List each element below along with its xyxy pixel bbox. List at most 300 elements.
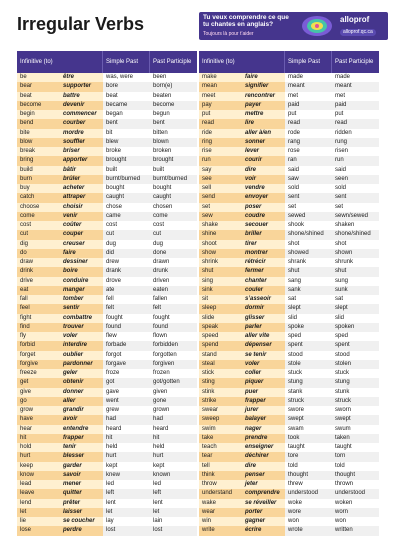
verb-past-participle: sat [332, 295, 379, 304]
verb-past-participle: cost [150, 221, 197, 230]
verb-past-participle: lost [150, 526, 197, 535]
verb-simple-past: got [103, 378, 150, 387]
verb-french: geler [60, 369, 103, 378]
verb-simple-past: broke [103, 147, 150, 156]
verb-simple-past: ran [285, 156, 332, 165]
verb-english: fly [17, 332, 60, 341]
verb-simple-past: was, were [103, 73, 150, 82]
verb-past-participle: driven [150, 277, 197, 286]
verb-simple-past: led [103, 480, 150, 489]
verb-simple-past: woke [285, 499, 332, 508]
verb-english: bear [17, 82, 60, 91]
verb-simple-past: showed [285, 249, 332, 258]
verb-past-participle: heard [150, 425, 197, 434]
verb-simple-past: built [103, 166, 150, 175]
verb-simple-past: drew [103, 258, 150, 267]
verb-past-participle: grown [150, 406, 197, 415]
verb-french: porter [242, 508, 285, 517]
verb-french: dormir [242, 304, 285, 313]
verb-simple-past: shook [285, 221, 332, 230]
table-row [17, 351, 197, 360]
verb-english: throw [199, 480, 242, 489]
verb-french: coller [242, 369, 285, 378]
verb-french: penser [242, 471, 285, 480]
table-row [199, 193, 379, 202]
verb-english: drink [17, 267, 60, 276]
verb-simple-past: said [285, 166, 332, 175]
table-row [17, 129, 197, 138]
verb-english: tell [199, 462, 242, 471]
verb-french: prendre [242, 434, 285, 443]
verb-english: wake [199, 499, 242, 508]
verb-past-participle: stunk [332, 388, 379, 397]
verb-french: combattre [60, 314, 103, 323]
table-row [199, 341, 379, 350]
verb-simple-past: met [285, 92, 332, 101]
table-row [17, 249, 197, 258]
verb-french: briser [60, 147, 103, 156]
verb-simple-past: rode [285, 129, 332, 138]
verb-english: feel [17, 304, 60, 313]
verb-english: pay [199, 101, 242, 110]
verb-english: leave [17, 489, 60, 498]
verb-past-participle: stung [332, 378, 379, 387]
verb-past-participle: flown [150, 332, 197, 341]
verb-french: bâtir [60, 166, 103, 175]
verb-french: s’asseoir [242, 295, 285, 304]
verb-french: secouer [242, 221, 285, 230]
header-past-participle: Past Participle [153, 58, 192, 65]
alloprof-site-link[interactable]: alloprof.qc.ca [340, 29, 376, 36]
verb-french: acheter [60, 184, 103, 193]
verb-past-participle: blown [150, 138, 197, 147]
verb-simple-past: shut [285, 267, 332, 276]
verb-english: get [17, 378, 60, 387]
verb-simple-past: swore [285, 406, 332, 415]
verb-english: shrink [199, 258, 242, 267]
verb-past-participle: lent [150, 499, 197, 508]
alloprof-logo: alloprof [340, 15, 370, 24]
table-row [199, 314, 379, 323]
verb-simple-past: fell [103, 295, 150, 304]
verb-simple-past: hit [103, 434, 150, 443]
verb-french: donner [60, 388, 103, 397]
verb-simple-past: shot [285, 240, 332, 249]
verb-english: break [17, 147, 60, 156]
verb-simple-past: put [285, 110, 332, 119]
table-row [199, 406, 379, 415]
table-row [17, 184, 197, 193]
verb-english: slide [199, 314, 242, 323]
verb-english: draw [17, 258, 60, 267]
verb-past-participle: cut [150, 230, 197, 239]
table-row [199, 129, 379, 138]
verb-english: lead [17, 480, 60, 489]
verb-french: couler [242, 286, 285, 295]
verbs-table-right [199, 51, 379, 536]
verb-english: shoot [199, 240, 242, 249]
verb-french: grandir [60, 406, 103, 415]
verb-past-participle: bitten [150, 129, 197, 138]
verb-past-participle: forbidden [150, 341, 197, 350]
verb-past-participle: understood [332, 489, 379, 498]
table-row [17, 138, 197, 147]
verb-simple-past: spent [285, 341, 332, 350]
table-row [17, 110, 197, 119]
verb-english: hear [17, 425, 60, 434]
table-row [17, 434, 197, 443]
verb-french: poser [242, 203, 285, 212]
verb-simple-past: caught [103, 193, 150, 202]
verb-simple-past: lent [103, 499, 150, 508]
verb-french: choisir [60, 203, 103, 212]
verb-past-participle: ridden [332, 129, 379, 138]
verb-past-participle: sworn [332, 406, 379, 415]
verb-past-participle: thought [332, 471, 379, 480]
table-row [199, 489, 379, 498]
verb-french: déchirer [242, 452, 285, 461]
verb-past-participle: held [150, 443, 197, 452]
verb-past-participle: come [150, 212, 197, 221]
verb-simple-past: stood [285, 351, 332, 360]
verb-english: ring [199, 138, 242, 147]
verb-french: se tenir [242, 351, 285, 360]
table-row [199, 304, 379, 313]
verb-past-participle: spoken [332, 323, 379, 332]
verb-simple-past: slid [285, 314, 332, 323]
verb-english: freeze [17, 369, 60, 378]
verb-simple-past: began [103, 110, 150, 119]
verb-simple-past: read [285, 119, 332, 128]
table-row [17, 415, 197, 424]
verb-english: lose [17, 526, 60, 535]
verb-french: glisser [242, 314, 285, 323]
table-row [17, 295, 197, 304]
verb-french: faire [60, 249, 103, 258]
verb-english: sell [199, 184, 242, 193]
verb-english: rise [199, 147, 242, 156]
table-row [17, 332, 197, 341]
table-row [199, 166, 379, 175]
verb-french: nager [242, 425, 285, 434]
alloprof-ad-banner[interactable] [199, 12, 388, 40]
verb-simple-past: fought [103, 314, 150, 323]
verb-english: fall [17, 295, 60, 304]
verb-french: battre [60, 92, 103, 101]
table-row [199, 517, 379, 526]
verb-past-participle: risen [332, 147, 379, 156]
table-row [17, 267, 197, 276]
verb-english: find [17, 323, 60, 332]
table-row [17, 221, 197, 230]
table-row [199, 156, 379, 165]
verb-simple-past: felt [103, 304, 150, 313]
verb-past-participle: shot [332, 240, 379, 249]
table-row [17, 240, 197, 249]
verb-english: lie [17, 517, 60, 526]
table-row [199, 452, 379, 461]
verb-french: courber [60, 119, 103, 128]
verb-past-participle: bought [150, 184, 197, 193]
verb-french: devenir [60, 101, 103, 110]
verb-english: come [17, 212, 60, 221]
table-row [17, 526, 197, 535]
verb-french: trouver [60, 323, 103, 332]
verb-past-participle: left [150, 489, 197, 498]
verb-past-participle: said [332, 166, 379, 175]
verb-french: avoir [60, 415, 103, 424]
verb-past-participle: become [150, 101, 197, 110]
verb-french: mordre [60, 129, 103, 138]
verb-french: enseigner [242, 443, 285, 452]
table-row [17, 397, 197, 406]
verb-past-participle: seen [332, 175, 379, 184]
verb-past-participle: stuck [332, 369, 379, 378]
verb-french: tomber [60, 295, 103, 304]
table-row [199, 286, 379, 295]
verb-simple-past: saw [285, 175, 332, 184]
verb-english: see [199, 175, 242, 184]
verb-simple-past: rose [285, 147, 332, 156]
table-row [17, 452, 197, 461]
table-body [199, 73, 379, 536]
verb-english: build [17, 166, 60, 175]
verb-simple-past: won [285, 517, 332, 526]
verb-simple-past: stuck [285, 369, 332, 378]
verb-past-participle: built [150, 166, 197, 175]
verb-past-participle: made [332, 73, 379, 82]
verb-french: briller [242, 230, 285, 239]
verb-simple-past: stank [285, 388, 332, 397]
verb-english: make [199, 73, 242, 82]
verb-simple-past: swam [285, 425, 332, 434]
verb-simple-past: let [103, 508, 150, 517]
verb-english: become [17, 101, 60, 110]
verb-simple-past: spoke [285, 323, 332, 332]
table-row [17, 166, 197, 175]
verb-past-participle: forgiven [150, 360, 197, 369]
verb-simple-past: sat [285, 295, 332, 304]
verb-simple-past: sewed [285, 212, 332, 221]
verb-french: envoyer [242, 193, 285, 202]
verb-simple-past: sold [285, 184, 332, 193]
verb-past-participle: struck [332, 397, 379, 406]
verb-simple-past: drove [103, 277, 150, 286]
table-row [17, 314, 197, 323]
verb-french: souffler [60, 138, 103, 147]
verb-past-participle: frozen [150, 369, 197, 378]
verb-past-participle: meant [332, 82, 379, 91]
verb-past-participle: eaten [150, 286, 197, 295]
verb-past-participle: sung [332, 277, 379, 286]
verb-past-participle: born(e) [150, 82, 197, 91]
verb-english: grow [17, 406, 60, 415]
verb-french: brûler [60, 175, 103, 184]
table-row [17, 443, 197, 452]
table-row [199, 73, 379, 82]
verb-english: buy [17, 184, 60, 193]
verb-french: payer [242, 101, 285, 110]
verb-simple-past: rang [285, 138, 332, 147]
verb-english: say [199, 166, 242, 175]
verb-past-participle: sped [332, 332, 379, 341]
table-row [17, 119, 197, 128]
table-row [17, 73, 197, 82]
table-row [199, 240, 379, 249]
verb-past-participle: had [150, 415, 197, 424]
verb-past-participle: rung [332, 138, 379, 147]
verb-past-participle: known [150, 471, 197, 480]
verb-past-participle: told [332, 462, 379, 471]
verb-french: jeter [242, 480, 285, 489]
verb-past-participle: taught [332, 443, 379, 452]
verb-past-participle: been [150, 73, 197, 82]
verb-simple-past: slept [285, 304, 332, 313]
verb-english: give [17, 388, 60, 397]
table-row [17, 304, 197, 313]
verb-past-participle: let [150, 508, 197, 517]
verb-english: keep [17, 462, 60, 471]
verb-simple-past: went [103, 397, 150, 406]
verb-french: se réveiller [242, 499, 285, 508]
verb-french: attraper [60, 193, 103, 202]
table-row [199, 369, 379, 378]
verb-simple-past: came [103, 212, 150, 221]
verb-english: put [199, 110, 242, 119]
verb-past-participle: put [332, 110, 379, 119]
table-row [199, 138, 379, 147]
verb-simple-past: hurt [103, 452, 150, 461]
verb-simple-past: found [103, 323, 150, 332]
header-simple-past: Simple Past [285, 51, 332, 73]
verb-simple-past: bore [103, 82, 150, 91]
verb-english: lend [17, 499, 60, 508]
verb-english: hit [17, 434, 60, 443]
table-row [199, 462, 379, 471]
verb-past-participle: shone/shined [332, 230, 379, 239]
header-infinitive: Infinitive (to) [199, 51, 285, 73]
verb-english: speak [199, 323, 242, 332]
verb-simple-past: cost [103, 221, 150, 230]
verb-simple-past: froze [103, 369, 150, 378]
verb-french: obtenir [60, 378, 103, 387]
verb-french: manger [60, 286, 103, 295]
table-row [199, 82, 379, 91]
table-row [199, 499, 379, 508]
verb-english: have [17, 415, 60, 424]
table-row [17, 212, 197, 221]
table-row [17, 517, 197, 526]
verb-simple-past: did [103, 249, 150, 258]
verb-french: chanter [242, 277, 285, 286]
table-row [199, 360, 379, 369]
banner-tagline: Toujours là pour t’aider [203, 31, 254, 37]
verb-french: interdire [60, 341, 103, 350]
verb-past-participle: set [332, 203, 379, 212]
verb-simple-past: shone/shined [285, 230, 332, 239]
verb-english: stink [199, 388, 242, 397]
verb-past-participle: caught [150, 193, 197, 202]
table-row [17, 480, 197, 489]
verb-simple-past: held [103, 443, 150, 452]
table-row [199, 249, 379, 258]
verb-english: dig [17, 240, 60, 249]
verb-english: bring [17, 156, 60, 165]
verb-past-participle: fallen [150, 295, 197, 304]
verb-simple-past: bit [103, 129, 150, 138]
verb-simple-past: ate [103, 286, 150, 295]
verb-french: voir [242, 175, 285, 184]
verb-english: shake [199, 221, 242, 230]
banner-headline: Tu veux comprendre ce que tu chantes en anglais? [203, 14, 289, 28]
verb-english: let [17, 508, 60, 517]
table-row [199, 471, 379, 480]
verb-simple-past: lost [103, 526, 150, 535]
page-title: Irregular Verbs [17, 14, 145, 34]
verb-english: steal [199, 360, 242, 369]
table-row [199, 351, 379, 360]
verb-past-participle: bent [150, 119, 197, 128]
verb-french: comprendre [242, 489, 285, 498]
verb-french: rencontrer [242, 92, 285, 101]
verb-simple-past: forbade [103, 341, 150, 350]
verb-english: bite [17, 129, 60, 138]
audio-wave-icon [299, 14, 335, 38]
verb-past-participle: torn [332, 452, 379, 461]
table-row [199, 110, 379, 119]
verb-english: cost [17, 221, 60, 230]
verbs-table-left [17, 51, 197, 536]
verb-simple-past: thought [285, 471, 332, 480]
table-row [17, 388, 197, 397]
verb-french: tenir [60, 443, 103, 452]
verb-english: wear [199, 508, 242, 517]
verb-past-participle: lain [150, 517, 197, 526]
verb-english: set [199, 203, 242, 212]
verb-past-participle: dug [150, 240, 197, 249]
verb-french: commencer [60, 110, 103, 119]
verb-past-participle: sunk [332, 286, 379, 295]
verb-french: voler [242, 360, 285, 369]
verb-french: être [60, 73, 103, 82]
verb-past-participle: read [332, 119, 379, 128]
verb-french: tirer [242, 240, 285, 249]
verb-english: sting [199, 378, 242, 387]
verb-english: beat [17, 92, 60, 101]
table-row [17, 193, 197, 202]
verb-past-participle: given [150, 388, 197, 397]
verb-french: dire [242, 462, 285, 471]
table-row [199, 230, 379, 239]
table-row [199, 388, 379, 397]
verb-english: catch [17, 193, 60, 202]
verb-simple-past: wrote [285, 526, 332, 535]
verb-french: faire [242, 73, 285, 82]
verb-french: savoir [60, 471, 103, 480]
verb-past-participle: met [332, 92, 379, 101]
verb-french: garder [60, 462, 103, 471]
verb-past-participle: brought [150, 156, 197, 165]
verb-past-participle: taken [332, 434, 379, 443]
table-row [17, 341, 197, 350]
verb-french: dire [242, 166, 285, 175]
verb-english: sleep [199, 304, 242, 313]
verb-simple-past: had [103, 415, 150, 424]
verb-english: forbid [17, 341, 60, 350]
table-row [199, 184, 379, 193]
verb-past-participle: gone [150, 397, 197, 406]
table-row [199, 203, 379, 212]
